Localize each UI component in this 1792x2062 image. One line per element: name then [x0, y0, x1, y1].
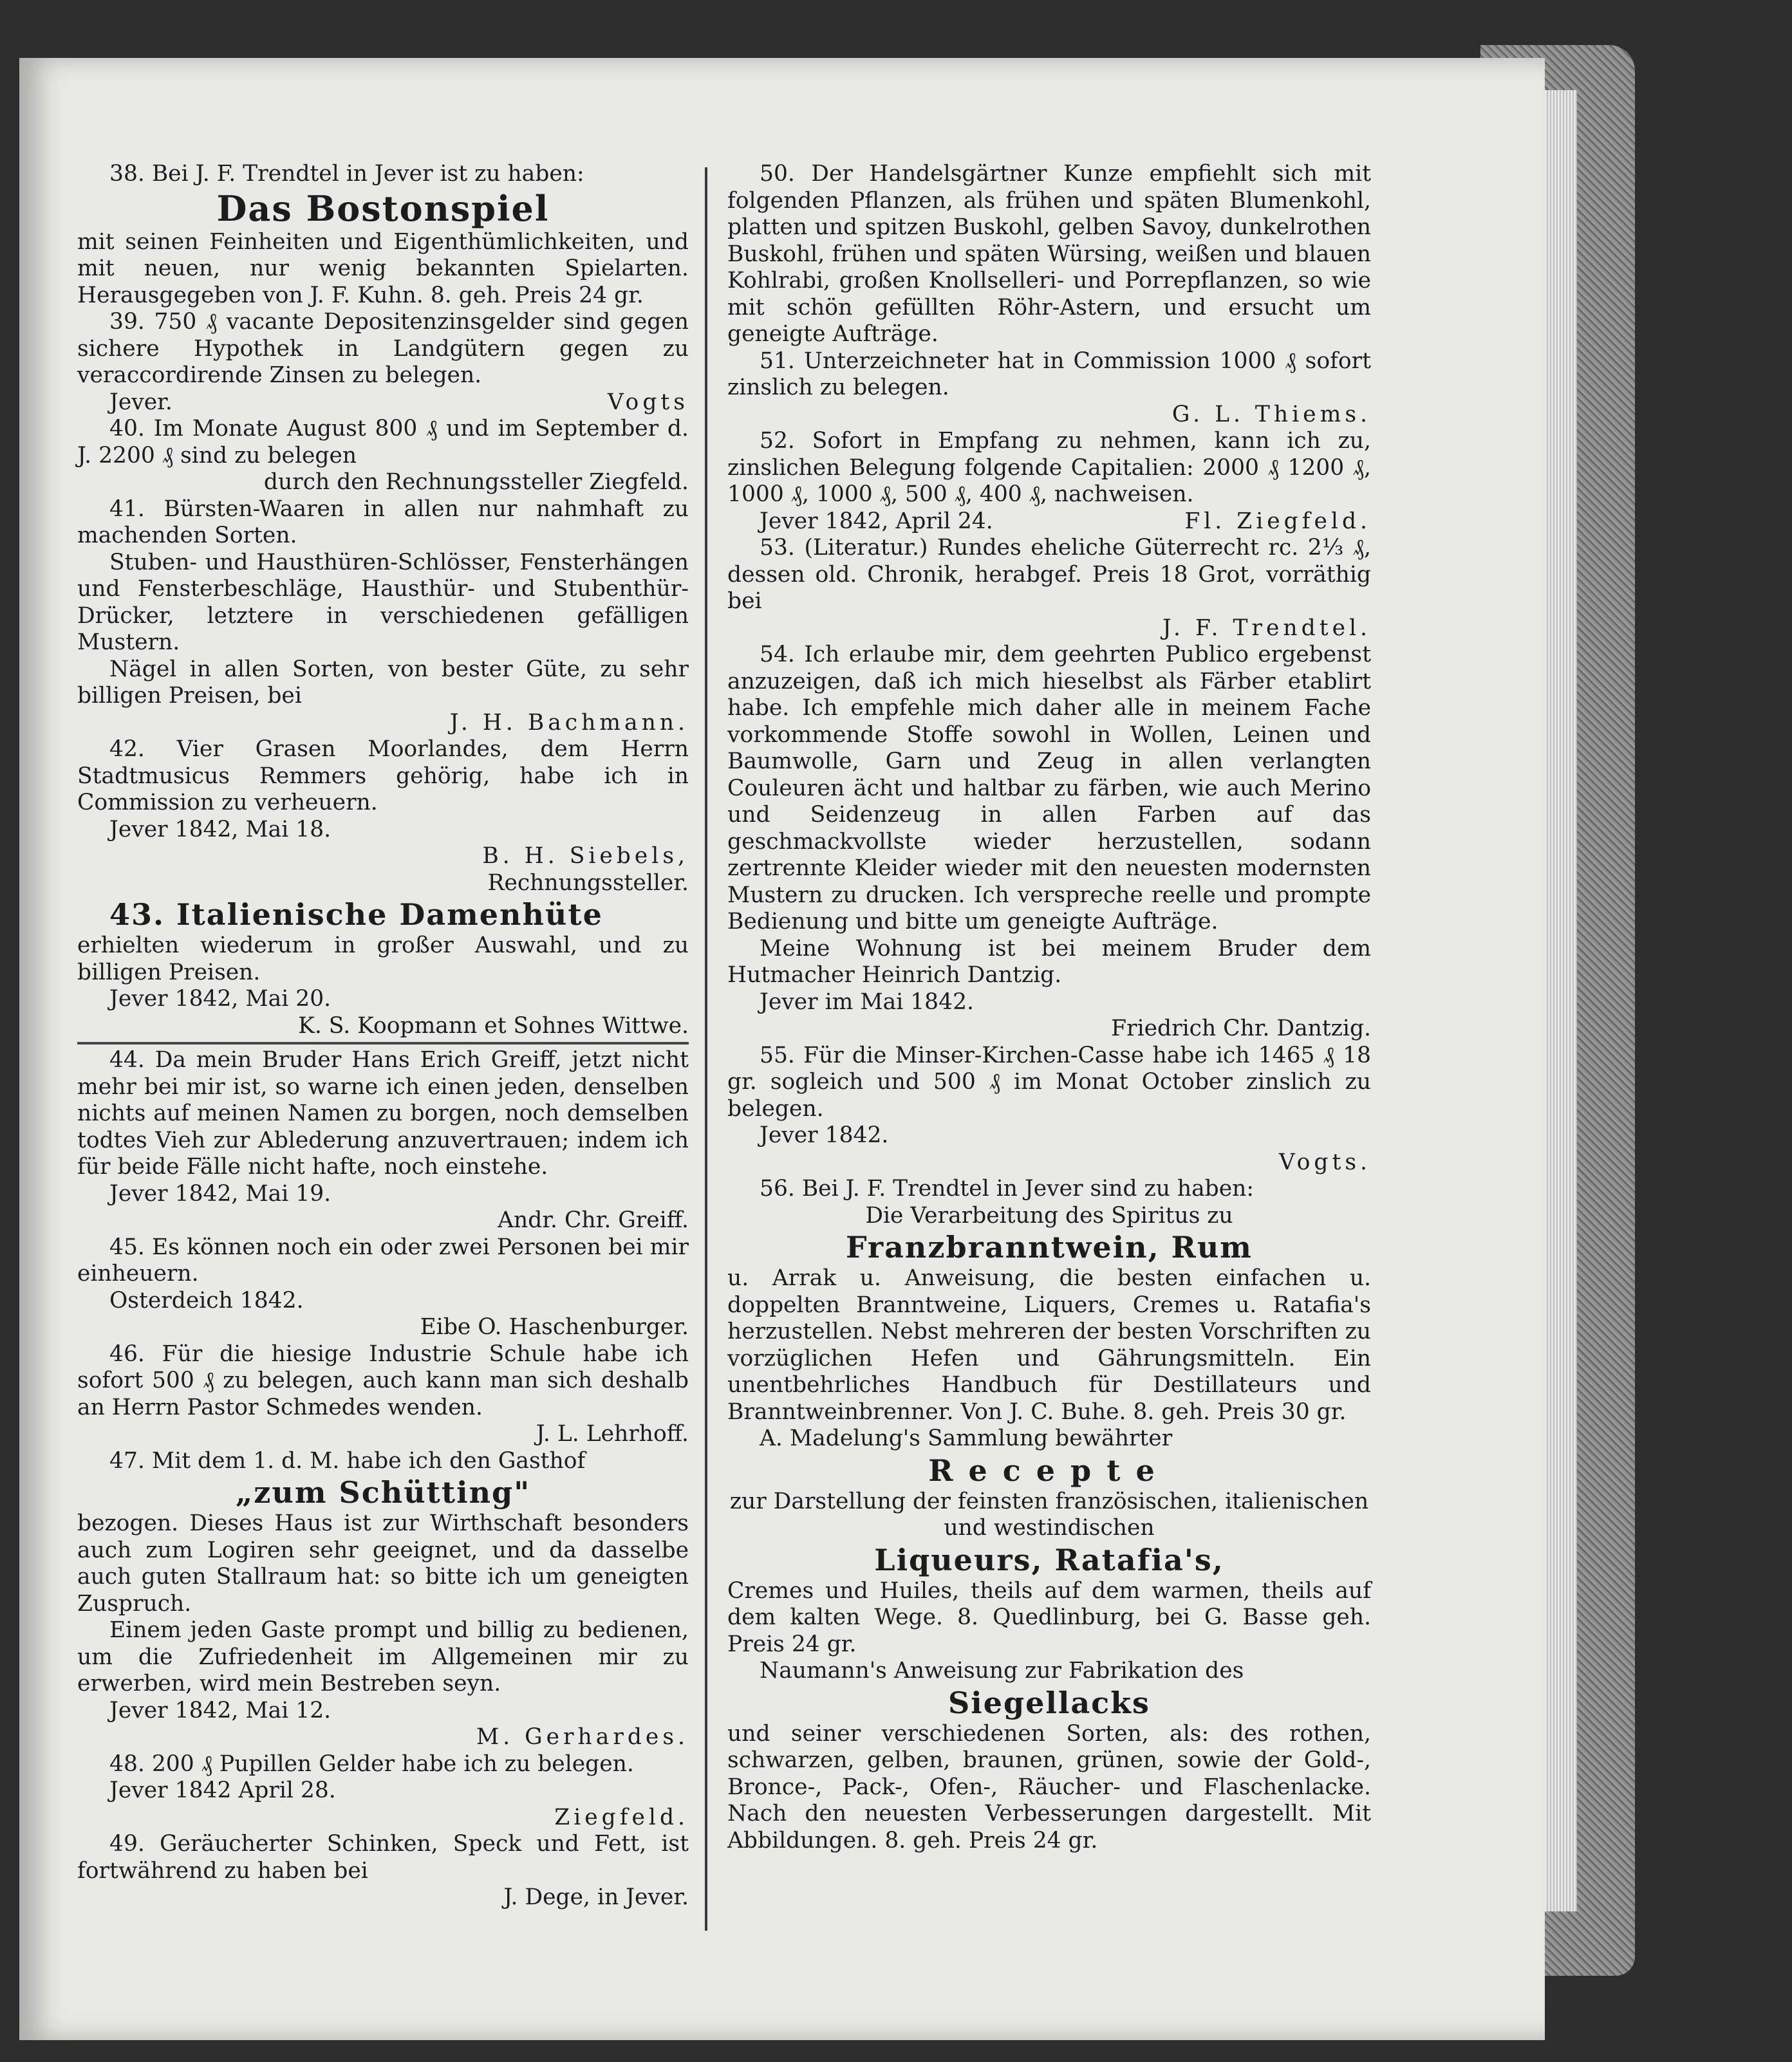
- ad-55-body: 55. Für die Minser-Kirchen-Casse habe ich 1465 ₰ 18 gr. sogleich und 500 ₰ im Monat October zinslich zu belegen.: [727, 1042, 1371, 1122]
- ad-41-body2: Stuben- und Hausthüren-Schlösser, Fensterhängen und Fensterbeschläge, Hausthür- und Stubenthür-Drücker, letztere in verschiedenen gefälligen Mustern.: [77, 549, 689, 655]
- ad-51-body: 51. Unterzeichneter hat in Commission 1000 ₰ sofort zinslich zu belegen.: [727, 348, 1371, 400]
- ad-54-body1: 54. Ich erlaube mir, dem geehrten Publico ergebenst anzuzeigen, daß ich mich hieselbst als Färber etablirt habe. Ich empfehle mich daher alle in meinem Fache vorkommende Stoffe sowohl in Wollen, Leinen und Baumwolle, Garn und Zeug in allen verlangten Couleuren ächt und haltbar zu färben, wie auch Merino und Seidenzeug in allen Farben auf das geschmackvollste wieder herzustellen, sodann zertrennte Kleider wieder mit den neuesten modernsten Mustern zu drucken. Ich verspreche reelle und prompte Bedienung und bitte um geneigte Aufträge.: [727, 642, 1371, 934]
- ad-56-book2-body: Cremes und Huiles, theils auf dem warmen, theils auf dem kalten Wege. 8. Quedlinburg, bei G. Basse geh. Preis 24 gr.: [727, 1577, 1371, 1657]
- ad-46-body: 46. Für die hiesige Industrie Schule habe ich sofort 500 ₰ zu belegen, auch kann man sich deshalb an Herrn Pastor Schmedes wenden.: [77, 1341, 689, 1420]
- ad-41-body1: 41. Bürsten-Waaren in allen nur nahmhaft zu machenden Sorten.: [77, 496, 689, 548]
- ad-47-signature: M. Gerhardes.: [476, 1724, 689, 1750]
- ad-54-signature: Friedrich Chr. Dantzig.: [1111, 1016, 1371, 1041]
- ad-42-date: Jever 1842, Mai 18.: [109, 816, 331, 842]
- ad-39-footer: [77, 389, 689, 416]
- ad-51-signature: G. L. Thiems.: [1171, 401, 1371, 427]
- ad-43-title: 43. Italienische Damenhüte: [109, 897, 603, 932]
- ad-41-body3: Nägel in allen Sorten, von bester Güte, zu sehr billigen Preisen, bei: [77, 656, 689, 709]
- book-page: [19, 58, 1545, 2040]
- ad-42-body: 42. Vier Grasen Moorlandes, dem Herrn Stadtmusicus Remmers gehörig, habe ich in Commission zu verheuern.: [77, 736, 689, 815]
- ad-47-title: „zum Schütting": [235, 1475, 531, 1510]
- ad-56-book2-title2: Liqueurs, Ratafia's,: [874, 1542, 1224, 1577]
- ad-56-book3-body: und seiner verschiedenen Sorten, als: des rothen, schwarzen, gelben, braunen, grünen, sowie der Gold-, Bronce-, Pack-, Ofen-, Räucher- und Flaschenlacke. Nach den neuesten Verbesserungen dargestellt. Mit Abbildungen. 8. geh. Preis 24 gr.: [727, 1720, 1371, 1853]
- ad-42-signature-2: Rechnungssteller.: [487, 869, 689, 896]
- ad-50-body: 50. Der Handelsgärtner Kunze empfiehlt sich mit folgenden Pflanzen, als frühen und späten Blumenkohl, platten und spitzen Buskohl, gelben Savoy, dunkelrothen Buskohl, frühen und späten Würsing, weißen und blauen Kohlrabi, großen Knollselleri- und Porrepflanzen, so wie mit schön gefüllten Röhr-Astern, und ersucht um geneigte Aufträge.: [727, 161, 1371, 347]
- ad-46-signature: J. L. Lehrhoff.: [536, 1421, 689, 1447]
- ad-56-book2-sub: zur Darstellung der feinsten französischen, italienischen und westindischen: [729, 1488, 1369, 1541]
- ad-55-date: Jever 1842.: [760, 1122, 889, 1148]
- ad-53-signature: J. F. Trendtel.: [1162, 615, 1371, 641]
- ad-44-date: Jever 1842, Mai 19.: [109, 1180, 331, 1207]
- ad-52-footer: [727, 508, 1371, 535]
- ad-40-body: 40. Im Monate August 800 ₰ und im September d. J. 2200 ₰ sind zu belegen: [77, 416, 689, 469]
- ad-38-title: Das Bostonspiel: [216, 187, 550, 229]
- ad-56-book3-pre: Naumann's Anweisung zur Fabrikation des: [760, 1658, 1244, 1684]
- ad-39-signature: Vogts: [607, 389, 689, 415]
- ad-48-body: 48. 200 ₰ Pupillen Gelder habe ich zu belegen.: [109, 1751, 634, 1777]
- ad-56-book1-pre: Die Verarbeitung des Spiritus zu: [865, 1202, 1233, 1229]
- ad-47-date: Jever 1842, Mai 12.: [109, 1697, 331, 1723]
- ad-45-signature: Eibe O. Haschenburger.: [420, 1314, 689, 1340]
- ad-39-place: Jever.: [109, 389, 173, 415]
- ad-38-intro: 38. Bei J. F. Trendtel in Jever ist zu haben:: [109, 161, 584, 187]
- column-divider: [705, 167, 707, 1931]
- left-column: [77, 161, 689, 1911]
- ad-52-body: 52. Sofort in Empfang zu nehmen, kann ich zu, zinslichen Belegung folgende Capitalien: 2000 ₰ 1200 ₰, 1000 ₰, 1000 ₰, 500 ₰, 400 ₰, nachweisen.: [727, 428, 1371, 507]
- ad-56-book3-title: Siegellacks: [948, 1685, 1150, 1720]
- ad-54-date: Jever im Mai 1842.: [760, 989, 974, 1015]
- ad-43-body: erhielten wiederum in großer Auswahl, und zu billigen Preisen.: [77, 933, 689, 985]
- ad-56-book2-title: Recepte: [928, 1453, 1170, 1488]
- ad-48-signature: Ziegfeld.: [554, 1804, 689, 1830]
- ad-43-signature: K. S. Koopmann et Sohnes Wittwe.: [298, 1012, 689, 1039]
- ad-47-intro: 47. Mit dem 1. d. M. habe ich den Gasthof: [109, 1447, 586, 1474]
- ad-45-body: 45. Es können noch ein oder zwei Personen bei mir einheuern.: [77, 1234, 689, 1286]
- ad-43-rule: [77, 1042, 689, 1045]
- ad-49-signature: J. Dege, in Jever.: [503, 1884, 689, 1910]
- ad-38-body: mit seinen Feinheiten und Eigenthümlichkeiten, und mit neuen, nur wenig bekannten Spielarten. Herausgegeben von J. F. Kuhn. 8. geh. Preis 24 gr.: [77, 228, 689, 308]
- ad-56-intro: 56. Bei J. F. Trendtel in Jever sind zu haben:: [760, 1176, 1255, 1202]
- ad-42-signature-1: B. H. Siebels,: [482, 843, 689, 869]
- ad-44-signature: Andr. Chr. Greiff.: [498, 1207, 689, 1233]
- right-column: [727, 161, 1371, 1854]
- ad-47-body1: bezogen. Dieses Haus ist zur Wirthschaft besonders auch zum Logiren sehr geeignet, und da dasselbe auch guten Stallraum hat: so bitte ich um geneigten Zuspruch.: [77, 1510, 689, 1617]
- ad-44-body: 44. Da mein Bruder Hans Erich Greiff, jetzt nicht mehr bei mir ist, so warne ich einen jeden, denselben nichts auf meinen Namen zu borgen, noch demselben todtes Vieh zur Ablederung anzuvertrauen; indem ich für beide Fälle nicht hafte, noch einstehe.: [77, 1047, 689, 1180]
- ad-45-date: Osterdeich 1842.: [109, 1287, 304, 1314]
- ad-52-date: Jever 1842, April 24.: [760, 508, 993, 534]
- ad-54-body2: Meine Wohnung ist bei meinem Bruder dem Hutmacher Heinrich Dantzig.: [727, 935, 1371, 988]
- ad-39-body: 39. 750 ₰ vacante Depositenzinsgelder sind gegen sichere Hypothek in Landgütern gegen zu veraccordirende Zinsen zu belegen.: [77, 309, 689, 388]
- ad-47-body2: Einem jeden Gaste prompt und billig zu bedienen, um die Zufriedenheit im Allgemeinen mir zu erwerben, wird mein Bestreben seyn.: [77, 1617, 689, 1696]
- ad-56-book1-title: Franzbranntwein, Rum: [846, 1230, 1253, 1265]
- ad-40-signature: durch den Rechnungssteller Ziegfeld.: [263, 469, 689, 495]
- ad-41-signature: J. H. Bachmann.: [449, 709, 689, 736]
- ad-56-book2-pre: A. Madelung's Sammlung bewährter: [760, 1426, 1173, 1451]
- ad-53-body: 53. (Literatur.) Rundes eheliche Güterrecht rc. 2⅓ ₰, dessen old. Chronik, herabgef. Preis 18 Grot, vorräthig bei: [727, 535, 1371, 614]
- ad-49-body: 49. Geräucherter Schinken, Speck und Fett, ist fortwährend zu haben bei: [77, 1831, 689, 1884]
- ad-43-date: Jever 1842, Mai 20.: [109, 986, 331, 1012]
- ad-48-date: Jever 1842 April 28.: [109, 1778, 336, 1803]
- ad-52-signature: Fl. Ziegfeld.: [1184, 508, 1371, 534]
- ad-56-book1-body: u. Arrak u. Anweisung, die besten einfachen u. doppelten Branntweine, Liquers, Cremes u. Ratafia's herzustellen. Nebst mehreren der besten Vorschriften zu vorzüglichen Hefen und Gährungsmitteln. Ein unentbehrliches Handbuch für Destillateurs und Branntweinbrenner. Von J. C. Buhe. 8. geh. Preis 30 gr.: [727, 1265, 1371, 1425]
- ad-55-signature: Vogts.: [1278, 1149, 1371, 1175]
